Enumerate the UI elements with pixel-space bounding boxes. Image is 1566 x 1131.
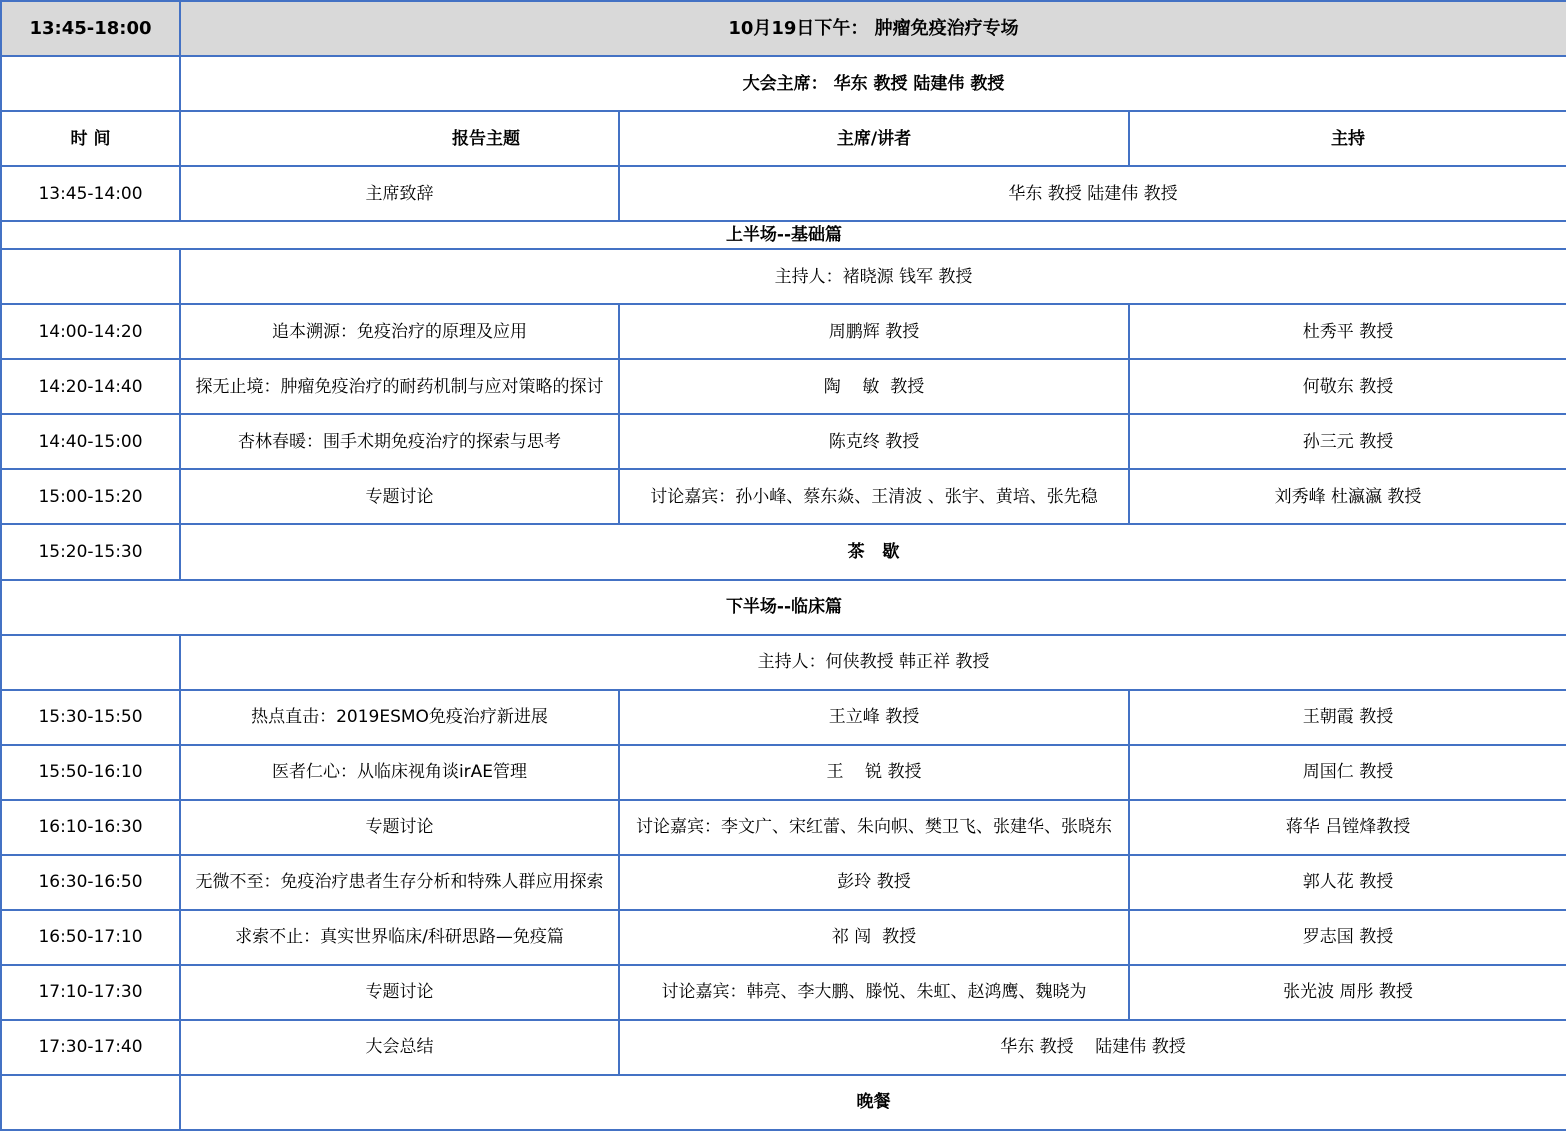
time-cell: 15:50-16:10 (1, 745, 180, 800)
column-header-host: 主持 (1129, 111, 1566, 166)
topic-cell: 专题讨论 (180, 469, 619, 524)
second-half-hosts: 主持人：何侠教授 韩正祥 教授 (180, 635, 1566, 690)
time-cell: 16:30-16:50 (1, 855, 180, 910)
column-header-row (1, 111, 1566, 166)
first-half-heading: 上半场--基础篇 (1, 221, 1566, 249)
host-cell: 孙三元 教授 (1129, 414, 1566, 469)
second-half-heading-row (1, 580, 1566, 635)
speaker-cell: 王立峰 教授 (619, 690, 1129, 745)
first-half-heading-row (1, 221, 1566, 249)
topic-cell: 专题讨论 (180, 800, 619, 855)
schedule-row (1, 304, 1566, 359)
time-cell: 14:40-15:00 (1, 414, 180, 469)
empty-cell (1, 56, 180, 111)
host-cell: 罗志国 教授 (1129, 910, 1566, 965)
empty-cell (1, 1075, 180, 1130)
second-half-hosts-row (1, 635, 1566, 690)
time-cell: 14:00-14:20 (1, 304, 180, 359)
speaker-cell: 讨论嘉宾：韩亮、李大鹏、滕悦、朱虹、赵鸿鹰、魏晓为 (619, 965, 1129, 1020)
column-header-topic: 报告主题 (180, 111, 619, 166)
schedule-row (1, 910, 1566, 965)
host-cell: 王朝霞 教授 (1129, 690, 1566, 745)
time-cell: 16:10-16:30 (1, 800, 180, 855)
session-time-range: 13:45-18:00 (1, 1, 180, 56)
topic-cell: 医者仁心：从临床视角谈irAE管理 (180, 745, 619, 800)
time-cell: 16:50-17:10 (1, 910, 180, 965)
column-header-speaker: 主席/讲者 (619, 111, 1129, 166)
opening-row (1, 166, 1566, 221)
time-cell: 17:30-17:40 (1, 1020, 180, 1075)
time-cell: 15:20-15:30 (1, 524, 180, 579)
topic-cell: 热点直击：2019ESMO免疫治疗新进展 (180, 690, 619, 745)
topic-cell: 探无止境：肿瘤免疫治疗的耐药机制与应对策略的探讨 (180, 359, 619, 414)
dinner-row (1, 1075, 1566, 1130)
host-cell: 何敬东 教授 (1129, 359, 1566, 414)
time-cell: 15:00-15:20 (1, 469, 180, 524)
host-cell: 周国仁 教授 (1129, 745, 1566, 800)
speaker-cell: 陈克终 教授 (619, 414, 1129, 469)
speaker-cell: 讨论嘉宾：孙小峰、蔡东焱、王清波 、张宇、黄培、张先稳 (619, 469, 1129, 524)
speaker-cell: 陶 敏 教授 (619, 359, 1129, 414)
host-cell: 刘秀峰 杜瀛瀛 教授 (1129, 469, 1566, 524)
dinner-label: 晚餐 (180, 1075, 1566, 1130)
tea-break-label: 茶 歇 (180, 524, 1566, 579)
schedule-row (1, 469, 1566, 524)
empty-cell (1, 635, 180, 690)
topic-cell: 追本溯源：免疫治疗的原理及应用 (180, 304, 619, 359)
topic-cell: 专题讨论 (180, 965, 619, 1020)
second-half-heading: 下半场--临床篇 (1, 580, 1566, 635)
people-cell: 华东 教授 陆建伟 教授 (619, 166, 1566, 221)
schedule-row (1, 690, 1566, 745)
topic-cell: 杏林春暖：围手术期免疫治疗的探索与思考 (180, 414, 619, 469)
closing-row (1, 1020, 1566, 1075)
break-row (1, 524, 1566, 579)
people-cell: 华东 教授 陆建伟 教授 (619, 1020, 1566, 1075)
time-cell: 17:10-17:30 (1, 965, 180, 1020)
column-header-time: 时 间 (1, 111, 180, 166)
topic-cell: 无微不至：免疫治疗患者生存分析和特殊人群应用探索 (180, 855, 619, 910)
schedule-row (1, 800, 1566, 855)
empty-cell (1, 249, 180, 304)
first-half-hosts: 主持人：褚晓源 钱军 教授 (180, 249, 1566, 304)
host-cell: 蒋华 吕镗烽教授 (1129, 800, 1566, 855)
speaker-cell: 王 锐 教授 (619, 745, 1129, 800)
speaker-cell: 祁 闯 教授 (619, 910, 1129, 965)
schedule-row (1, 414, 1566, 469)
speaker-cell: 彭玲 教授 (619, 855, 1129, 910)
time-cell: 14:20-14:40 (1, 359, 180, 414)
title-row (1, 1, 1566, 56)
speaker-cell: 周鹏辉 教授 (619, 304, 1129, 359)
time-cell: 13:45-14:00 (1, 166, 180, 221)
speaker-cell: 讨论嘉宾：李文广、宋红蕾、朱向帜、樊卫飞、张建华、张晓东 (619, 800, 1129, 855)
conference-chairs: 大会主席： 华东 教授 陆建伟 教授 (180, 56, 1566, 111)
first-half-hosts-row (1, 249, 1566, 304)
topic-cell: 主席致辞 (180, 166, 619, 221)
time-cell: 15:30-15:50 (1, 690, 180, 745)
chairs-row (1, 56, 1566, 111)
schedule-row (1, 745, 1566, 800)
schedule-row (1, 359, 1566, 414)
host-cell: 杜秀平 教授 (1129, 304, 1566, 359)
schedule-row (1, 855, 1566, 910)
host-cell: 郭人花 教授 (1129, 855, 1566, 910)
topic-cell: 大会总结 (180, 1020, 619, 1075)
host-cell: 张光波 周彤 教授 (1129, 965, 1566, 1020)
session-title: 10月19日下午： 肿瘤免疫治疗专场 (180, 1, 1566, 56)
topic-cell: 求索不止：真实世界临床/科研思路—免疫篇 (180, 910, 619, 965)
schedule-row (1, 965, 1566, 1020)
